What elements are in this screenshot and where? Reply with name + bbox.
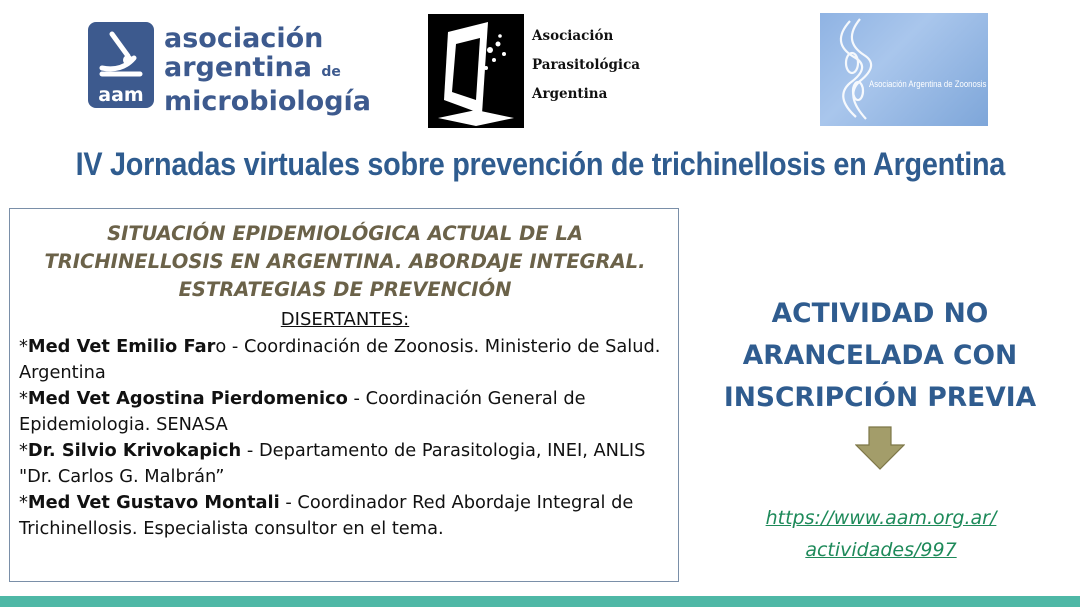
speakers-label: DISERTANTES: [280, 309, 410, 330]
notice-line: ARANCELADA CON [742, 340, 1018, 371]
speaker-affiliation: - Coordinador Red Abordaje Integral de Trichinellosis. Especialista consultor en el tema. [19, 492, 634, 539]
speaker-name: Med Vet Emilio Far [27, 336, 216, 357]
link-line[interactable]: actividades/997 [805, 539, 957, 561]
speaker-item: *Med Vet Gustavo Montali - Coordinador Red Abordaje Integral de Trichinellosis. Especialista consultor en el tema. [19, 492, 634, 539]
bottom-accent-bar [0, 596, 1080, 607]
link-line[interactable]: https://www.aam.org.ar/ [765, 507, 997, 529]
talk-heading [10, 220, 680, 304]
speaker-affiliation: - Departamento de Parasitologia, INEI, ANLIS "Dr. Carlos G. Malbrán” [19, 440, 646, 487]
free-activity-notice [700, 293, 1060, 419]
speaker-affiliation: o - Coordinación de Zoonosis. Ministerio de Salud. Argentina [19, 336, 661, 383]
speaker-item: *Dr. Silvio Krivokapich - Departamento de Parasitologia, INEI, ANLIS "Dr. Carlos G. Malbrán” [19, 440, 646, 487]
speaker-item: *Med Vet Emilio Faro - Coordinación de Zoonosis. Ministerio de Salud. Argentina [19, 336, 661, 383]
apa-line-2: Parasitológica [532, 57, 641, 73]
apa-logo [428, 14, 658, 128]
parasitology-logo-icon [428, 14, 524, 128]
zoonosis-logo-text: Asociación Argentina de Zoonosis [869, 79, 987, 90]
apa-line-3: Argentina [532, 86, 608, 102]
registration-link[interactable] [700, 502, 1062, 566]
zoonosis-logo [820, 13, 988, 126]
notice-line: INSCRIPCIÓN PREVIA [723, 382, 1037, 413]
speaker-name: Med Vet Gustavo Montali [27, 492, 280, 513]
aam-line-2: argentina de [164, 52, 341, 83]
speakers-list [19, 334, 669, 542]
apa-wordmark [532, 28, 640, 115]
speaker-affiliation: - Coordinación General de Epidemiologia. SENASA [19, 388, 586, 435]
aam-logo [88, 22, 371, 117]
talk-heading-line: SITUACIÓN EPIDEMIOLÓGICA ACTUAL DE LA [107, 222, 583, 245]
talk-heading-line: ESTRATEGIAS DE PREVENCIÓN [178, 278, 512, 301]
speaker-name: Med Vet Agostina Pierdomenico [27, 388, 348, 409]
arrow-down-icon [855, 426, 905, 470]
aam-badge [88, 22, 154, 108]
aam-line-3: microbiología [164, 86, 371, 117]
talk-heading-line: TRICHINELLOSIS EN ARGENTINA. ABORDAJE INTEGRAL. [44, 250, 646, 273]
page-title: IV Jornadas virtuales sobre prevención de trichinellosis en Argentina [75, 146, 1005, 182]
microscope-icon [88, 22, 154, 88]
aam-line-1: asociación [164, 23, 324, 54]
aam-badge-text: aam [98, 84, 144, 106]
apa-line-1: Asociación [532, 28, 614, 44]
speaker-name: Dr. Silvio Krivokapich [27, 440, 242, 461]
aam-wordmark [164, 24, 371, 116]
notice-line: ACTIVIDAD NO [771, 298, 989, 329]
speaker-item: *Med Vet Agostina Pierdomenico - Coordinación General de Epidemiologia. SENASA [19, 388, 586, 435]
talk-info-box [9, 208, 679, 582]
zoonosis-emblem-icon [820, 13, 988, 126]
